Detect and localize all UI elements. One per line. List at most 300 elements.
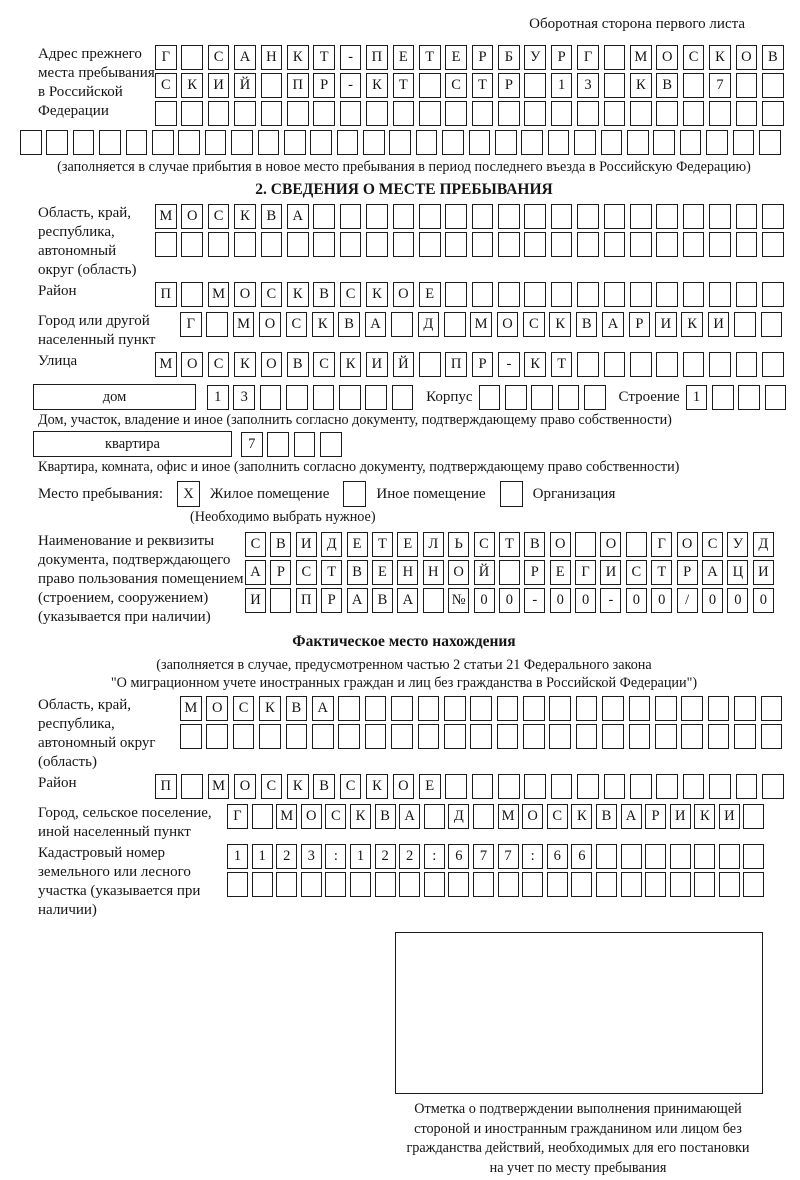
char-box[interactable] <box>286 385 308 410</box>
char-box[interactable] <box>389 130 411 155</box>
char-box[interactable]: - <box>498 352 520 377</box>
char-box[interactable] <box>762 232 784 257</box>
char-box[interactable]: Е <box>419 774 441 799</box>
char-box[interactable] <box>155 232 177 257</box>
char-box[interactable]: - <box>524 588 545 613</box>
char-box[interactable] <box>575 532 596 557</box>
char-box[interactable] <box>681 724 703 749</box>
char-box[interactable] <box>416 130 438 155</box>
char-box[interactable]: О <box>234 282 256 307</box>
char-box[interactable] <box>208 232 230 257</box>
char-box[interactable]: О <box>600 532 621 557</box>
char-box[interactable]: В <box>347 560 368 585</box>
char-box[interactable] <box>366 204 388 229</box>
char-box[interactable] <box>234 232 256 257</box>
char-box[interactable] <box>208 101 230 126</box>
char-box[interactable]: К <box>287 282 309 307</box>
char-box[interactable] <box>498 232 520 257</box>
char-box[interactable]: А <box>287 204 309 229</box>
char-box[interactable] <box>227 872 248 897</box>
char-box[interactable]: А <box>621 804 642 829</box>
char-box[interactable] <box>325 872 346 897</box>
char-box[interactable]: В <box>287 352 309 377</box>
char-box[interactable]: П <box>155 774 177 799</box>
char-box[interactable] <box>630 101 652 126</box>
char-box[interactable] <box>551 204 573 229</box>
char-box[interactable] <box>231 130 253 155</box>
char-box[interactable] <box>630 204 652 229</box>
char-box[interactable] <box>419 232 441 257</box>
char-box[interactable] <box>444 312 466 337</box>
char-box[interactable]: О <box>181 352 203 377</box>
char-box[interactable]: Е <box>393 45 415 70</box>
char-box[interactable]: К <box>366 774 388 799</box>
char-box[interactable] <box>547 872 568 897</box>
char-box[interactable]: М <box>155 352 177 377</box>
char-box[interactable]: 0 <box>753 588 774 613</box>
char-box[interactable] <box>524 774 546 799</box>
char-box[interactable] <box>736 101 758 126</box>
char-box[interactable]: С <box>245 532 266 557</box>
char-box[interactable] <box>656 774 678 799</box>
char-box[interactable] <box>709 204 731 229</box>
char-box[interactable] <box>626 532 647 557</box>
char-box[interactable]: В <box>372 588 393 613</box>
stay-type-checkbox-other-premises[interactable] <box>343 481 366 507</box>
char-box[interactable] <box>736 232 758 257</box>
char-box[interactable] <box>743 844 764 869</box>
char-box[interactable] <box>366 101 388 126</box>
char-box[interactable] <box>470 724 492 749</box>
char-box[interactable] <box>621 844 642 869</box>
char-box[interactable]: А <box>397 588 418 613</box>
char-box[interactable]: К <box>366 73 388 98</box>
char-box[interactable]: И <box>245 588 266 613</box>
char-box[interactable] <box>683 101 705 126</box>
char-box[interactable] <box>470 696 492 721</box>
char-box[interactable] <box>645 844 666 869</box>
char-box[interactable]: А <box>347 588 368 613</box>
char-box[interactable]: К <box>681 312 703 337</box>
char-box[interactable] <box>473 804 494 829</box>
char-box[interactable]: Р <box>313 73 335 98</box>
char-box[interactable] <box>350 872 371 897</box>
char-box[interactable]: 0 <box>626 588 647 613</box>
char-box[interactable] <box>548 130 570 155</box>
char-box[interactable] <box>399 872 420 897</box>
char-box[interactable]: Р <box>677 560 698 585</box>
char-box[interactable] <box>445 232 467 257</box>
char-box[interactable]: С <box>474 532 495 557</box>
char-box[interactable]: С <box>261 282 283 307</box>
char-box[interactable]: Р <box>498 73 520 98</box>
char-box[interactable] <box>743 872 764 897</box>
char-box[interactable]: С <box>208 45 230 70</box>
char-box[interactable] <box>472 282 494 307</box>
char-box[interactable]: Е <box>550 560 571 585</box>
char-box[interactable] <box>152 130 174 155</box>
char-box[interactable]: Р <box>472 352 494 377</box>
char-box[interactable]: С <box>208 352 230 377</box>
char-box[interactable] <box>604 45 626 70</box>
char-box[interactable]: С <box>547 804 568 829</box>
char-box[interactable] <box>584 385 606 410</box>
char-box[interactable]: 1 <box>207 385 229 410</box>
char-box[interactable] <box>261 101 283 126</box>
char-box[interactable] <box>736 774 758 799</box>
char-box[interactable]: И <box>296 532 317 557</box>
char-box[interactable] <box>419 352 441 377</box>
stay-type-checkbox-residential[interactable]: X <box>177 481 200 507</box>
char-box[interactable] <box>391 724 413 749</box>
char-box[interactable] <box>391 696 413 721</box>
char-box[interactable] <box>761 696 783 721</box>
char-box[interactable] <box>252 872 273 897</box>
char-box[interactable]: 7 <box>498 844 519 869</box>
char-box[interactable]: В <box>286 696 308 721</box>
char-box[interactable]: Р <box>629 312 651 337</box>
char-box[interactable] <box>445 204 467 229</box>
char-box[interactable]: 3 <box>301 844 322 869</box>
char-box[interactable]: О <box>656 45 678 70</box>
char-box[interactable]: Т <box>393 73 415 98</box>
char-box[interactable]: И <box>366 352 388 377</box>
char-box[interactable] <box>709 101 731 126</box>
char-box[interactable] <box>656 352 678 377</box>
char-box[interactable] <box>337 130 359 155</box>
char-box[interactable]: М <box>498 804 519 829</box>
char-box[interactable]: Е <box>347 532 368 557</box>
char-box[interactable]: Ь <box>448 532 469 557</box>
char-box[interactable] <box>706 130 728 155</box>
char-box[interactable]: 0 <box>550 588 571 613</box>
char-box[interactable]: П <box>445 352 467 377</box>
char-box[interactable] <box>680 130 702 155</box>
char-box[interactable] <box>313 232 335 257</box>
char-box[interactable]: В <box>261 204 283 229</box>
char-box[interactable] <box>736 73 758 98</box>
char-box[interactable] <box>521 130 543 155</box>
char-box[interactable] <box>656 282 678 307</box>
char-box[interactable]: Д <box>321 532 342 557</box>
char-box[interactable]: О <box>497 312 519 337</box>
char-box[interactable] <box>719 872 740 897</box>
char-box[interactable] <box>365 696 387 721</box>
char-box[interactable]: 2 <box>375 844 396 869</box>
char-box[interactable]: И <box>655 312 677 337</box>
char-box[interactable] <box>736 204 758 229</box>
char-box[interactable]: 6 <box>448 844 469 869</box>
char-box[interactable] <box>571 872 592 897</box>
char-box[interactable] <box>340 204 362 229</box>
char-box[interactable]: Н <box>261 45 283 70</box>
char-box[interactable] <box>444 724 466 749</box>
char-box[interactable] <box>709 774 731 799</box>
char-box[interactable] <box>762 352 784 377</box>
char-box[interactable]: : <box>325 844 346 869</box>
char-box[interactable] <box>694 872 715 897</box>
char-box[interactable]: О <box>259 312 281 337</box>
char-box[interactable]: 0 <box>575 588 596 613</box>
char-box[interactable] <box>442 130 464 155</box>
char-box[interactable] <box>524 101 546 126</box>
char-box[interactable] <box>472 204 494 229</box>
char-box[interactable]: Е <box>419 282 441 307</box>
char-box[interactable] <box>577 352 599 377</box>
char-box[interactable] <box>419 101 441 126</box>
char-box[interactable]: Т <box>472 73 494 98</box>
char-box[interactable] <box>498 282 520 307</box>
char-box[interactable]: Г <box>577 45 599 70</box>
char-box[interactable] <box>365 724 387 749</box>
char-box[interactable] <box>761 312 783 337</box>
char-box[interactable] <box>577 204 599 229</box>
char-box[interactable] <box>252 804 273 829</box>
char-box[interactable] <box>363 130 385 155</box>
char-box[interactable]: К <box>234 352 256 377</box>
char-box[interactable]: А <box>399 804 420 829</box>
char-box[interactable] <box>738 385 760 410</box>
char-box[interactable]: 6 <box>571 844 592 869</box>
char-box[interactable]: С <box>261 774 283 799</box>
char-box[interactable] <box>577 282 599 307</box>
char-box[interactable]: 2 <box>399 844 420 869</box>
char-box[interactable]: Т <box>551 352 573 377</box>
char-box[interactable]: Д <box>418 312 440 337</box>
char-box[interactable]: П <box>366 45 388 70</box>
char-box[interactable]: - <box>340 73 362 98</box>
char-box[interactable] <box>340 101 362 126</box>
char-box[interactable] <box>736 352 758 377</box>
char-box[interactable]: Р <box>551 45 573 70</box>
char-box[interactable] <box>653 130 675 155</box>
char-box[interactable]: Р <box>321 588 342 613</box>
char-box[interactable] <box>205 130 227 155</box>
char-box[interactable]: А <box>365 312 387 337</box>
char-box[interactable]: М <box>233 312 255 337</box>
char-box[interactable]: А <box>312 696 334 721</box>
char-box[interactable]: А <box>245 560 266 585</box>
char-box[interactable] <box>523 696 545 721</box>
char-box[interactable] <box>683 774 705 799</box>
char-box[interactable] <box>472 232 494 257</box>
char-box[interactable]: Е <box>445 45 467 70</box>
char-box[interactable] <box>498 872 519 897</box>
char-box[interactable] <box>473 872 494 897</box>
char-box[interactable]: Д <box>753 532 774 557</box>
char-box[interactable] <box>287 101 309 126</box>
char-box[interactable] <box>448 872 469 897</box>
char-box[interactable] <box>523 724 545 749</box>
char-box[interactable]: - <box>600 588 621 613</box>
char-box[interactable] <box>596 872 617 897</box>
char-box[interactable]: Й <box>393 352 415 377</box>
char-box[interactable] <box>444 696 466 721</box>
char-box[interactable] <box>276 872 297 897</box>
char-box[interactable] <box>762 204 784 229</box>
char-box[interactable]: Й <box>234 73 256 98</box>
char-box[interactable]: С <box>445 73 467 98</box>
char-box[interactable]: А <box>234 45 256 70</box>
char-box[interactable]: Г <box>227 804 248 829</box>
char-box[interactable] <box>310 130 332 155</box>
char-box[interactable] <box>424 804 445 829</box>
char-box[interactable]: С <box>155 73 177 98</box>
char-box[interactable] <box>604 204 626 229</box>
char-box[interactable]: К <box>630 73 652 98</box>
char-box[interactable]: М <box>208 774 230 799</box>
char-box[interactable] <box>339 385 361 410</box>
char-box[interactable]: Р <box>645 804 666 829</box>
char-box[interactable] <box>604 73 626 98</box>
char-box[interactable]: 3 <box>577 73 599 98</box>
char-box[interactable] <box>645 872 666 897</box>
char-box[interactable]: К <box>571 804 592 829</box>
char-box[interactable]: В <box>596 804 617 829</box>
char-box[interactable]: 1 <box>686 385 708 410</box>
char-box[interactable] <box>286 724 308 749</box>
char-box[interactable] <box>20 130 42 155</box>
char-box[interactable] <box>577 774 599 799</box>
char-box[interactable]: К <box>709 45 731 70</box>
char-box[interactable]: С <box>626 560 647 585</box>
char-box[interactable]: С <box>702 532 723 557</box>
char-box[interactable] <box>313 385 335 410</box>
char-box[interactable] <box>621 872 642 897</box>
char-box[interactable]: П <box>296 588 317 613</box>
char-box[interactable]: П <box>287 73 309 98</box>
char-box[interactable]: О <box>522 804 543 829</box>
char-box[interactable]: А <box>602 312 624 337</box>
char-box[interactable] <box>762 73 784 98</box>
char-box[interactable] <box>522 872 543 897</box>
char-box[interactable] <box>261 232 283 257</box>
char-box[interactable] <box>733 130 755 155</box>
char-box[interactable]: С <box>523 312 545 337</box>
char-box[interactable] <box>391 312 413 337</box>
char-box[interactable] <box>629 724 651 749</box>
char-box[interactable]: 2 <box>276 844 297 869</box>
char-box[interactable]: С <box>313 352 335 377</box>
char-box[interactable]: О <box>234 774 256 799</box>
char-box[interactable] <box>670 872 691 897</box>
char-box[interactable]: 6 <box>547 844 568 869</box>
char-box[interactable] <box>234 101 256 126</box>
char-box[interactable] <box>99 130 121 155</box>
char-box[interactable] <box>287 232 309 257</box>
char-box[interactable]: Р <box>472 45 494 70</box>
char-box[interactable]: О <box>261 352 283 377</box>
char-box[interactable] <box>365 385 387 410</box>
char-box[interactable]: О <box>393 774 415 799</box>
char-box[interactable]: М <box>180 696 202 721</box>
char-box[interactable] <box>734 312 756 337</box>
char-box[interactable]: И <box>670 804 691 829</box>
char-box[interactable] <box>445 774 467 799</box>
char-box[interactable]: И <box>753 560 774 585</box>
char-box[interactable]: Т <box>651 560 672 585</box>
char-box[interactable] <box>709 352 731 377</box>
char-box[interactable]: Г <box>575 560 596 585</box>
char-box[interactable] <box>670 844 691 869</box>
char-box[interactable] <box>495 130 517 155</box>
registration-mark-box[interactable] <box>395 932 763 1094</box>
char-box[interactable]: Л <box>423 532 444 557</box>
char-box[interactable]: К <box>234 204 256 229</box>
char-box[interactable] <box>469 130 491 155</box>
char-box[interactable]: Т <box>321 560 342 585</box>
char-box[interactable] <box>558 385 580 410</box>
char-box[interactable]: У <box>524 45 546 70</box>
char-box[interactable] <box>655 724 677 749</box>
char-box[interactable] <box>393 204 415 229</box>
char-box[interactable]: Д <box>448 804 469 829</box>
char-box[interactable]: О <box>736 45 758 70</box>
char-box[interactable]: Т <box>499 532 520 557</box>
char-box[interactable]: Н <box>397 560 418 585</box>
char-box[interactable] <box>267 432 289 457</box>
char-box[interactable]: Е <box>372 560 393 585</box>
char-box[interactable]: Й <box>474 560 495 585</box>
char-box[interactable] <box>656 204 678 229</box>
char-box[interactable]: С <box>340 282 362 307</box>
char-box[interactable] <box>656 232 678 257</box>
char-box[interactable] <box>762 282 784 307</box>
char-box[interactable] <box>497 696 519 721</box>
char-box[interactable] <box>472 101 494 126</box>
char-box[interactable] <box>762 774 784 799</box>
char-box[interactable]: К <box>287 774 309 799</box>
char-box[interactable] <box>656 101 678 126</box>
char-box[interactable]: К <box>259 696 281 721</box>
char-box[interactable]: Г <box>155 45 177 70</box>
char-box[interactable] <box>320 432 342 457</box>
char-box[interactable]: Е <box>397 532 418 557</box>
char-box[interactable] <box>366 232 388 257</box>
char-box[interactable] <box>155 101 177 126</box>
char-box[interactable]: 3 <box>233 385 255 410</box>
char-box[interactable] <box>313 101 335 126</box>
char-box[interactable] <box>708 696 730 721</box>
char-box[interactable]: О <box>677 532 698 557</box>
char-box[interactable] <box>630 282 652 307</box>
char-box[interactable]: В <box>576 312 598 337</box>
char-box[interactable] <box>630 352 652 377</box>
char-box[interactable] <box>601 130 623 155</box>
char-box[interactable] <box>46 130 68 155</box>
char-box[interactable] <box>258 130 280 155</box>
char-box[interactable] <box>596 844 617 869</box>
char-box[interactable]: 0 <box>651 588 672 613</box>
char-box[interactable]: И <box>600 560 621 585</box>
char-box[interactable] <box>423 588 444 613</box>
char-box[interactable]: В <box>656 73 678 98</box>
char-box[interactable] <box>375 872 396 897</box>
char-box[interactable] <box>498 774 520 799</box>
char-box[interactable] <box>73 130 95 155</box>
char-box[interactable]: И <box>708 312 730 337</box>
char-box[interactable] <box>759 130 781 155</box>
char-box[interactable] <box>604 352 626 377</box>
char-box[interactable]: С <box>208 204 230 229</box>
char-box[interactable]: С <box>233 696 255 721</box>
char-box[interactable]: Г <box>180 312 202 337</box>
char-box[interactable]: К <box>350 804 371 829</box>
char-box[interactable]: К <box>340 352 362 377</box>
char-box[interactable] <box>577 232 599 257</box>
char-box[interactable] <box>604 101 626 126</box>
char-box[interactable]: Т <box>372 532 393 557</box>
